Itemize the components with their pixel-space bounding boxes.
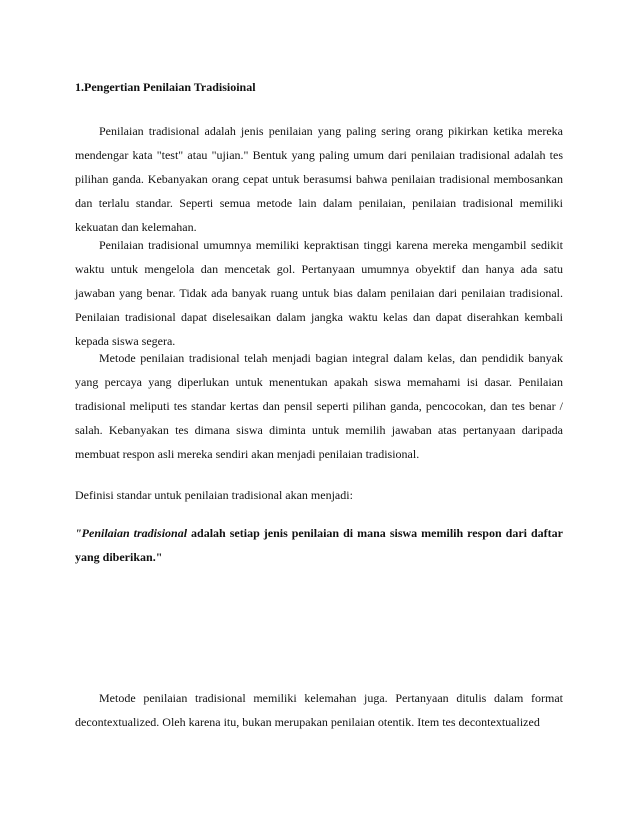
paragraph-2: Penilaian tradisional umumnya memiliki kepraktisan tinggi karena mereka mengambil sedikit waktu untuk mengelola dan mencetak gol. Pertanyaan umumnya obyektif dan hanya ada satu jawaban yang benar. Tidak ada banyak ruang untuk bias dalam penilaian dari penilaian tradisional. Penilaian tradisional dapat diselesaikan dalam jangka waktu kelas dan dapat diserahkan kembali kepada siswa segera. <box>75 238 563 348</box>
definition-text: adalah setiap jenis penilaian di mana siswa memilih respon dari daftar yang diberikan." <box>75 526 563 564</box>
paragraph-1: Penilaian tradisional adalah jenis penilaian yang paling sering orang pikirkan ketika mereka mendengar kata "test" atau "ujian." Bentuk yang paling umum dari penilaian tradisional adalah tes pilihan ganda. Kebanyakan orang cepat untuk berasumsi bahwa penilaian tradisional membosankan dan terlalu standar. Seperti semua metode lain dalam penilaian, penilaian tradisional memiliki kekuatan dan kelemahan. <box>75 124 563 234</box>
document-page <box>75 0 563 826</box>
definition-term: "Penilaian tradisional <box>75 526 188 540</box>
paragraph-6: Metode penilaian tradisional memiliki kelemahan juga. Pertanyaan ditulis dalam format decontextualized. Oleh karena itu, bukan merupakan penilaian otentik. Item tes decontextualized <box>75 691 563 729</box>
paragraph-3: Metode penilaian tradisional telah menjadi bagian integral dalam kelas, dan pendidik banyak yang percaya yang diperlukan untuk menentukan apakah siswa memahami isi dasar. Penilaian tradisional meliputi tes standar kertas dan pensil seperti pilihan ganda, pencocokan, dan tes benar / salah. Kebanyakan tes dimana siswa diminta untuk memilih jawaban atas pertanyaan daripada membuat respon asli mereka sendiri akan menjadi penilaian tradisional. <box>75 351 563 461</box>
section-heading: 1.Pengertian Penilaian Tradisioinal <box>75 80 256 94</box>
definition-intro: Definisi standar untuk penilaian tradisional akan menjadi: <box>75 488 353 502</box>
definition-quote <box>75 521 563 569</box>
